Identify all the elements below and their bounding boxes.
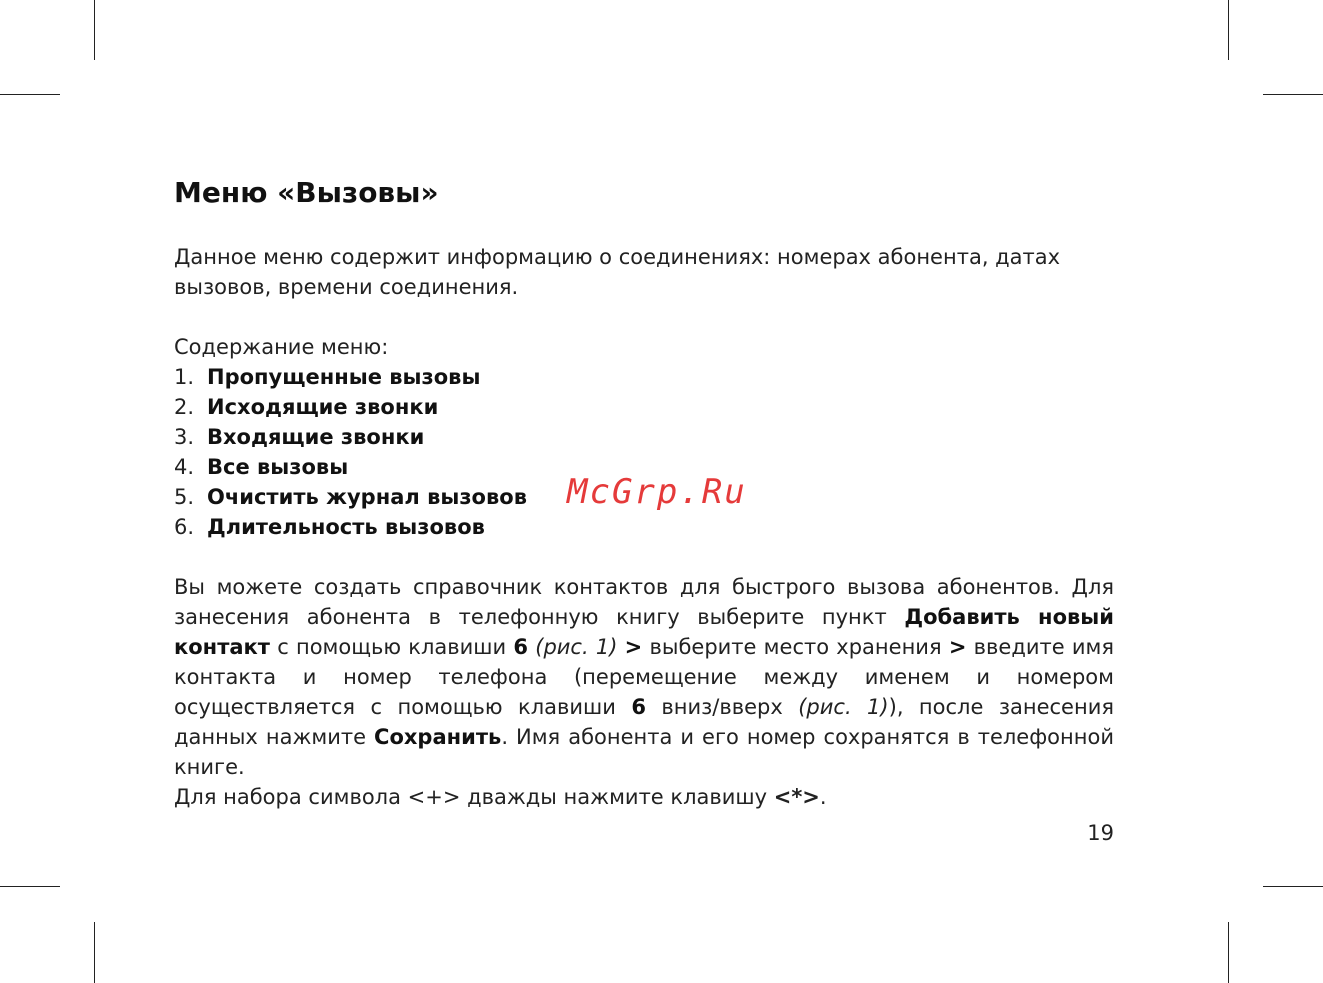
page-number: 19 xyxy=(1087,821,1114,845)
add-contact-term: Добавить новый контакт xyxy=(174,605,1114,659)
crop-mark xyxy=(1263,886,1323,887)
text-run: Вы можете создать справочник контактов для быстрого вызова абонентов. Для занесения абонента в телефонную книгу выберите пункт xyxy=(174,575,1114,629)
text-run: введите имя контакта и номер телефона (перемещение между именем и номером осуществляется с помощью клавиши xyxy=(174,635,1114,719)
list-item-label: Очистить журнал вызовов xyxy=(207,485,527,509)
intro-paragraph: Данное меню содержит информацию о соединениях: номерах абонента, датах вызовов, времени соединения. xyxy=(174,245,1061,299)
star-key: <*> xyxy=(773,785,820,809)
list-item-number: 1. xyxy=(174,365,195,389)
list-item-number: 4. xyxy=(174,455,195,479)
list-item-number: 6. xyxy=(174,515,195,539)
key-6: 6 xyxy=(513,635,529,659)
arrow-symbol: > xyxy=(948,635,967,659)
key-6: 6 xyxy=(631,695,646,719)
text-run: Для набора символа <+> дважды нажмите клавишу xyxy=(174,785,774,809)
list-item xyxy=(174,362,1114,392)
list-item-number: 2. xyxy=(174,395,195,419)
plus-symbol-note xyxy=(174,782,1114,812)
page-title: Меню «Вызовы» xyxy=(174,176,439,209)
list-item-label: Исходящие звонки xyxy=(207,395,439,419)
figure-ref: (рис. 1) xyxy=(798,695,889,719)
text-run: ), после занесения данных нажмите xyxy=(174,695,1114,749)
contacts-paragraph xyxy=(174,572,1114,782)
list-item xyxy=(174,512,1114,542)
list-item xyxy=(174,422,1114,452)
list-item-label: Все вызовы xyxy=(207,455,349,479)
list-item xyxy=(174,392,1114,422)
crop-mark xyxy=(0,886,60,887)
save-term: Сохранить xyxy=(374,725,502,749)
arrow-symbol: > xyxy=(624,635,643,659)
menu-list xyxy=(174,362,1114,542)
crop-mark xyxy=(94,0,95,60)
text-run: . Имя абонента и его номер сохранятся в телефонной книге. xyxy=(174,725,1114,779)
menu-contents-heading: Содержание меню: xyxy=(174,335,389,359)
text-run: с помощью клавиши xyxy=(269,635,514,659)
watermark: McGrp.Ru xyxy=(567,472,747,512)
crop-mark xyxy=(1263,94,1323,95)
list-item-number: 5. xyxy=(174,485,195,509)
crop-mark xyxy=(1228,0,1229,60)
text-run xyxy=(617,635,624,659)
figure-ref: (рис. 1) xyxy=(535,635,618,659)
crop-mark xyxy=(1228,922,1229,983)
list-item-label: Пропущенные вызовы xyxy=(207,365,481,389)
crop-mark xyxy=(94,922,95,983)
list-item-label: Длительность вызовов xyxy=(207,515,485,539)
list-item-label: Входящие звонки xyxy=(207,425,425,449)
text-run: выберите место хранения xyxy=(642,635,949,659)
text-run: вниз/вверх xyxy=(645,695,799,719)
text-run: . xyxy=(819,785,827,809)
crop-mark xyxy=(0,94,60,95)
list-item-number: 3. xyxy=(174,425,195,449)
